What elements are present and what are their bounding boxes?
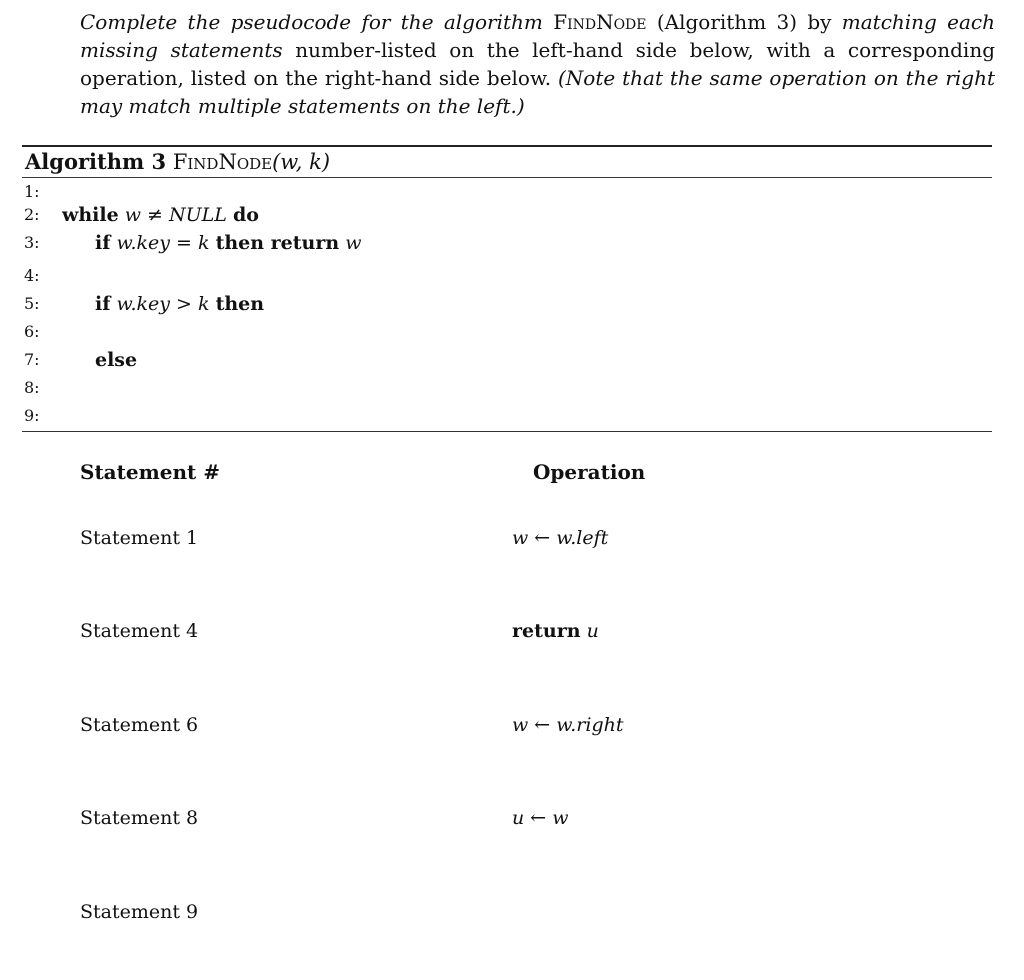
operation-expression: w ← w.right — [512, 714, 624, 736]
operation-column-header: Operation — [533, 460, 646, 484]
keyword-then-return: then return — [215, 232, 340, 254]
instructions-part1: Complete the pseudocode for the algorithm — [80, 10, 543, 34]
operation-1 — [512, 525, 608, 551]
line-number: 5: — [24, 294, 40, 313]
instructions-part3: matching each missing statements — [80, 10, 996, 62]
operation-expression: u ← w — [512, 807, 569, 829]
keyword-while: while — [62, 204, 119, 226]
instructions-paragraph — [80, 8, 995, 120]
algorithm-label: Algorithm 3 — [25, 149, 167, 174]
algorithm-top-rule — [22, 145, 992, 147]
keyword-else: else — [95, 349, 138, 371]
line-number: 9: — [24, 406, 40, 425]
line-number: 4: — [24, 266, 40, 285]
instructions-algo-name: FindNode — [553, 10, 647, 34]
statement-1: Statement 1 — [80, 527, 199, 549]
operation-2 — [512, 618, 599, 644]
line-number: 7: — [24, 350, 40, 369]
operation-3 — [512, 712, 624, 738]
statement-6: Statement 6 — [80, 714, 199, 736]
if-condition: w.key > k — [116, 293, 210, 315]
line-number: 8: — [24, 378, 40, 397]
line-code — [95, 291, 264, 317]
algorithm-params: (w, k) — [272, 150, 331, 174]
operation-expression: u — [586, 620, 599, 642]
operation-expression: w ← w.left — [512, 527, 609, 549]
operation-4 — [512, 805, 569, 831]
line-number: 1: — [24, 182, 40, 201]
line-number: 6: — [24, 322, 40, 341]
line-number: 2: — [24, 205, 40, 224]
statement-8: Statement 8 — [80, 807, 199, 829]
keyword-if: if — [95, 232, 111, 254]
line-number: 3: — [24, 233, 40, 252]
algorithm-header-rule — [22, 177, 992, 178]
return-value: w — [345, 232, 362, 254]
algorithm-bottom-rule — [22, 431, 992, 432]
line-code — [95, 230, 362, 256]
algorithm-caption — [25, 148, 330, 176]
instructions-part5: (Note that the same operation on the right may match multiple statements on the left.) — [80, 66, 996, 118]
line-code — [62, 202, 259, 228]
statement-4: Statement 4 — [80, 620, 199, 642]
line-code — [95, 347, 137, 373]
keyword-if: if — [95, 293, 111, 315]
keyword-do: do — [232, 204, 259, 226]
instructions-part4: number-listed on the left-hand side below, with a corresponding operation, listed on the right-hand side below. — [80, 38, 996, 90]
loop-condition: w ≠ NULL — [124, 204, 227, 226]
if-condition: w.key = k — [116, 232, 210, 254]
operation-keyword: return — [512, 620, 581, 642]
instructions-part2: (Algorithm 3) by — [656, 10, 832, 34]
statement-9: Statement 9 — [80, 901, 199, 923]
statement-column-header: Statement # — [80, 460, 220, 484]
keyword-then: then — [215, 293, 265, 315]
algorithm-name: FindNode — [172, 150, 273, 174]
